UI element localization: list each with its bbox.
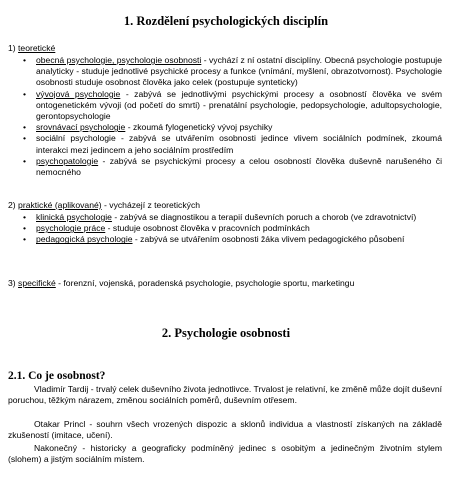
section-2-header [8,200,442,211]
list-item [22,55,442,89]
section-number: 3) [8,278,16,288]
section-3-header [8,278,442,289]
section-term: specifické [18,278,56,288]
list-item-term: srovnávací psychologie [36,122,126,133]
bullet-icon: • [23,55,27,65]
heading-2: 2. Psychologie osobnosti [161,326,291,340]
list-item-term: obecná psychologie, psychologie osobnosti [36,55,202,65]
section-rest: - vycházejí z teoretických [101,200,201,210]
list-item-text: - studuje osobnost člověka v pracovních podmínkách [105,223,310,234]
list-item-text: - zabývá se utvářením osobnosti žáka vlivem pedagogického působení [132,234,405,245]
bullet-icon: • [23,212,27,222]
list-item [22,223,442,234]
bullet-icon: • [23,88,27,99]
bullet-icon: • [23,122,27,133]
bullet-icon: • [23,223,27,234]
list-item-text: sociální psychologie - zabývá se utvářením osobnosti jedince vlivem sociálních podmínek, zkoumá interakci mezi jedincem a jeho sociálním prostředím [36,133,442,155]
list-item [22,89,442,123]
list-item-term: klinická psychologie [36,212,112,222]
heading-1: 1. Rozdělení psychologických disciplín [123,14,329,28]
section-number: 2) [8,200,16,210]
list-item-term: pedagogická psychologie [36,234,133,245]
list-item-term: psychopatologie [36,155,99,166]
list-item-text: - zabývá se jednotlivými psychickými procesy a osobností člověka ve svém ontogenetickém vývoji (od početí do smrti) - prenatální psychologie, pedopsychologie, adultopsychologie, gerontopsychologie [36,88,442,122]
list-item-term: vývojová psychologie [36,88,121,99]
list-item [22,156,442,178]
paragraph: Vladimír Tardij - trvalý celek duševního života jednotlivce. Trvalost je relativní, ke změně může dojít duševní poruchou, těžkým nárazem, změnou sociálních poměrů, duševním otřesem. [8,384,442,406]
paragraph: Otakar Princl - souhrn všech vrozených dispozic a sklonů individua a vlastností získaných na základě zkušeností (imitace, učení). [8,419,442,441]
section-rest: - forenzní, vojenská, poradenská psychologie, psychologie sportu, marketingu [55,278,355,288]
bullet-icon: • [23,155,27,166]
section-number: 1) [8,43,16,53]
list-item-term: psychologie práce [36,223,106,234]
list-item-text: - zabývá se psychickými procesy a celou osobností člověka duševně narušeného či nemocného [36,155,442,178]
paragraph: Nakonečný - historicky a geograficky podmíněný jedinec s osobitým a jedinečným životním stylem (slohem) a jistým sociálním místem. [8,443,442,465]
list-item [22,234,442,245]
section-1-list [22,55,442,178]
list-item [22,133,442,155]
list-item-text: - zkoumá fylogenetický vývoj psychiky [125,122,273,133]
list-item-text: - vychází z ní ostatní disciplíny. Obecná psychologie postupuje analyticky - studuje jednotlivé psychické procesy a funkce (vnímání, myšlení, obrazotvornost). Psychologie osobnosti studuje osobnost člověka jako celek (postupuje synteticky) [36,55,442,88]
section-1-header [8,43,442,54]
list-item-text: - zabývá se diagnostikou a terapií duševních poruch a chorob (ve zdravotnictví) [111,212,417,222]
list-item [22,212,442,223]
section-term: praktické (aplikované) [18,200,102,210]
section-term: teoretické [18,43,56,53]
bullet-icon: • [23,234,27,245]
heading-3: 2.1. Co je osobnost? [8,370,106,382]
section-2-list [22,212,442,246]
bullet-icon: • [23,133,27,144]
list-item [22,122,442,133]
